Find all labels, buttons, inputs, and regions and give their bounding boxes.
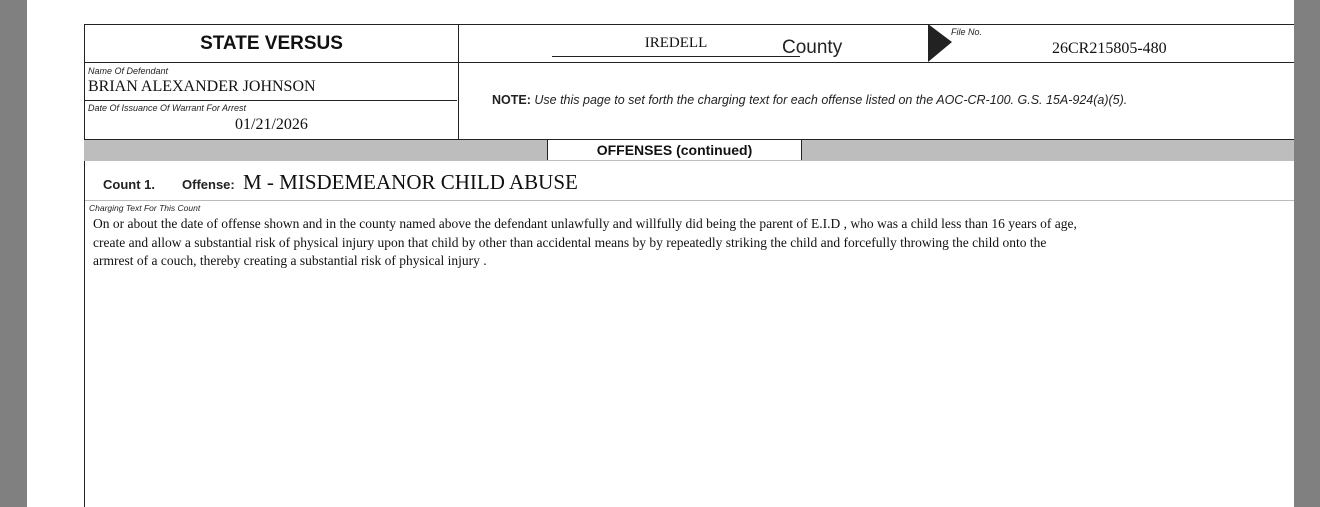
left-border <box>84 24 85 507</box>
offense-text: M - MISDEMEANOR CHILD ABUSE <box>243 170 578 194</box>
defendant-name-label: Name Of Defendant <box>88 66 169 76</box>
county-underline <box>552 56 800 57</box>
charging-line: On or about the date of offense shown and in the county named above the defendant unlawfully and willfully did being the parent of E.I.D , who was a child less than 16 years of age, <box>93 216 1077 231</box>
state-versus-heading: STATE VERSUS <box>200 33 343 54</box>
offense-divider <box>84 200 1294 201</box>
note-block <box>492 93 1127 107</box>
form-page <box>27 0 1294 507</box>
offenses-header: OFFENSES (continued) <box>547 140 802 160</box>
left-cell-divider <box>84 100 457 101</box>
charging-text-label: Charging Text For This Count <box>89 203 201 213</box>
top-border <box>84 24 1294 25</box>
defendant-name: BRIAN ALEXANDER JOHNSON <box>88 78 316 95</box>
column-divider <box>458 24 459 139</box>
file-no-label: File No. <box>951 27 983 37</box>
warrant-date: 01/21/2026 <box>235 116 308 133</box>
charging-line: armrest of a couch, thereby creating a substantial risk of physical injury . <box>93 253 487 268</box>
note-text: Use this page to set forth the charging text for each offense listed on the AOC-CR-100. G.S. 15A-924(a)(5). <box>530 93 1128 107</box>
count-label: Count 1. <box>103 177 155 192</box>
county-name: IREDELL <box>644 35 708 51</box>
note-label: NOTE: <box>492 93 531 107</box>
offense-label: Offense: <box>182 177 235 192</box>
warrant-date-label: Date Of Issuance Of Warrant For Arrest <box>88 103 247 113</box>
file-number: 26CR215805-480 <box>1052 40 1167 57</box>
charging-line: create and allow a substantial risk of physical injury upon that child by other than accidental means by by repeatedly striking the child and forcefully throwing the child onto the <box>93 234 1047 250</box>
charging-text <box>93 215 1293 271</box>
county-label: County <box>782 37 843 58</box>
header-divider <box>84 62 1294 63</box>
